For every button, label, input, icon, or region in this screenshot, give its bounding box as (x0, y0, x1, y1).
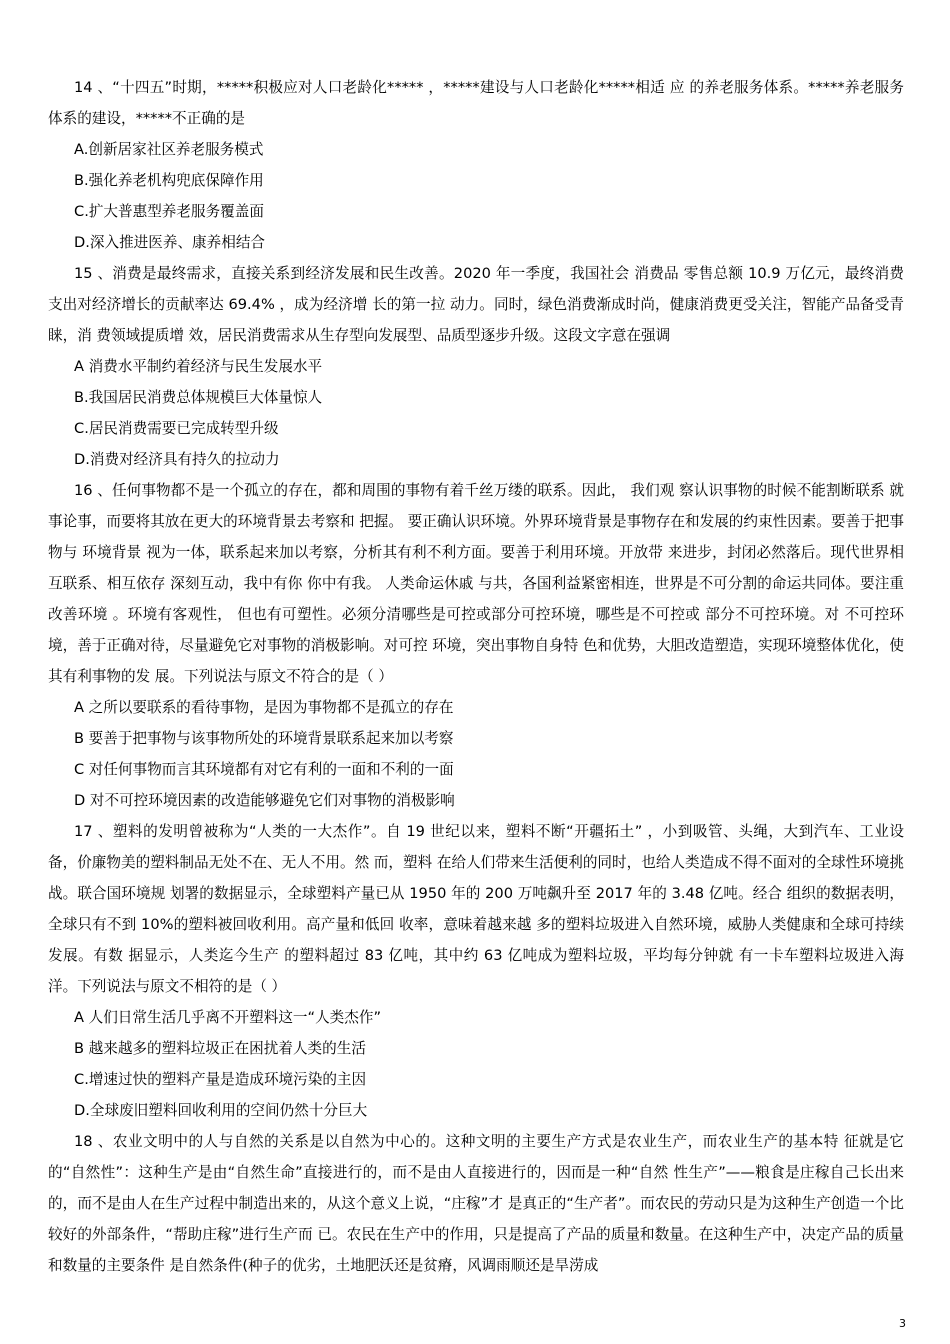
question-14 (48, 72, 904, 258)
question-18 (48, 1126, 904, 1281)
option-b: B 越来越多的塑料垃圾正在困扰着人类的生活 (74, 1040, 366, 1057)
option-b: B.我国居民消费总体规模巨大体量惊人 (74, 389, 323, 406)
option-c: C.居民消费需要已完成转型升级 (74, 420, 279, 437)
option-d: D.全球废旧塑料回收利用的空间仍然十分巨大 (74, 1102, 368, 1119)
option-d: D.消费对经济具有持久的拉动力 (74, 451, 280, 468)
page-number: 3 (899, 1317, 906, 1330)
question-stem: 17 、塑料的发明曾被称为“人类的一大杰作”。自 19 世纪以来，塑料不断“开疆拓土” ，小到吸管、头绳，大到汽车、工业设备，价廉物美的塑料制品无处不在、无人不用。然 而，塑料 在给人们带来生活便利的同时，也给人类造成不得不面对的全球性环境挑战。联合国环境规 划署的数据显示，全球塑料产量已从 1950 年的 200 万吨飙升至 2017 年的 3.48 亿吨。经合 组织的数据表明，全球只有不到 10%的塑料被回收利用。高产量和低回 收率，意味着越来越 多的塑料垃圾进入自然环境，威胁人类健康和全球可持续发展。有数 据显示，人类迄今生产 的塑料超过 83 亿吨，其中约 63 亿吨成为塑料垃圾，平均每分钟就 有一卡车塑料垃圾进入海 洋。下列说法与原文不相符的是（ ） (48, 823, 904, 995)
option-b: B 要善于把事物与该事物所处的环境背景联系起来加以考察 (74, 730, 454, 747)
option-c: C.增速过快的塑料产量是造成环境污染的主因 (74, 1071, 367, 1088)
option-d: D.深入推进医养、康养相结合 (74, 234, 266, 251)
question-16 (48, 475, 904, 816)
question-stem: 16 、任何事物都不是一个孤立的存在，都和周围的事物有着千丝万缕的联系。因此， 我们观 察认识事物的时候不能割断联系 就事论事，而要将其放在更大的环境背景去考察和 把握。 要正确认识环境。外界环境背景是事物存在和发展的约束性因素。要善于把事物与 环境背景 视为一体，联系起来加以考察，分析其有利不利方面。要善于利用环境。开放带 来进步，封闭必然落后。现代世界相互联系、相互依存 深刻互动，我中有你 你中有我。 人类命运休戚 与共，各国利益紧密相连，世界是不可分割的命运共同体。要注重改善环境 。环境有客观性， 但也有可塑性。必须分清哪些是可控或部分可控环境，哪些是不可控或 部分不可控环境。对 不可控环境，善于正确对待，尽量避免它对事物的消极影响。对可控 环境，突出事物自身特 色和优势，大胆改造塑造，实现环境整体优化，使其有利事物的发 展。下列说法与原文不符合的是（ ） (48, 482, 904, 685)
option-a: A.创新居家社区养老服务模式 (74, 141, 264, 158)
questions-container (48, 72, 904, 1281)
option-c: C 对任何事物而言其环境都有对它有利的一面和不利的一面 (74, 761, 454, 778)
option-a: A 人们日常生活几乎离不开塑料这一“人类杰作” (74, 1009, 382, 1026)
question-stem: 14 、“十四五”时期，*****积极应对人口老龄化***** ，*****建设与人口老龄化*****相适 应 的养老服务体系。*****养老服务体系的建设，*****不正确的是 (48, 79, 904, 127)
option-a: A 消费水平制约着经济与民生发展水平 (74, 358, 323, 375)
question-stem: 18 、农业文明中的人与自然的关系是以自然为中心的。这种文明的主要生产方式是农业生产，而农业生产的基本特 征就是它的“自然性”：这种生产是由“自然生命”直接进行的，而不是由人直接进行的，因而是一种“自然 性生产”——粮食是庄稼自己长出来的，而不是由人在生产过程中制造出来的，从这个意义上说，“庄稼”才 是真正的“生产者”。而农民的劳动只是为这种生产创造一个比较好的外部条件，“帮助庄稼”进行生产而 已。农民在生产中的作用，只是提高了产品的质量和数量。在这种生产中，决定产品的质量和数量的主要条件 是自然条件(种子的优劣，土地肥沃还是贫瘠，风调雨顺还是旱涝成 (48, 1133, 904, 1274)
question-stem: 15 、消费是最终需求，直接关系到经济发展和民生改善。2020 年一季度，我国社会 消费品 零售总额 10.9 万亿元，最终消费支出对经济增长的贡献率达 69.4% ，成为经济增 长的第一拉 动力。同时，绿色消费渐成时尚，健康消费更受关注，智能产品备受青睐，消 费领域提质增 效，居民消费需求从生存型向发展型、品质型逐步升级。这段文字意在强调 (48, 265, 904, 344)
question-17 (48, 816, 904, 1126)
option-a: A 之所以要联系的看待事物，是因为事物都不是孤立的存在 (74, 699, 454, 716)
question-15 (48, 258, 904, 475)
option-b: B.强化养老机构兜底保障作用 (74, 172, 264, 189)
option-d: D 对不可控环境因素的改造能够避免它们对事物的消极影响 (74, 792, 455, 809)
option-c: C.扩大普惠型养老服务覆盖面 (74, 203, 264, 220)
